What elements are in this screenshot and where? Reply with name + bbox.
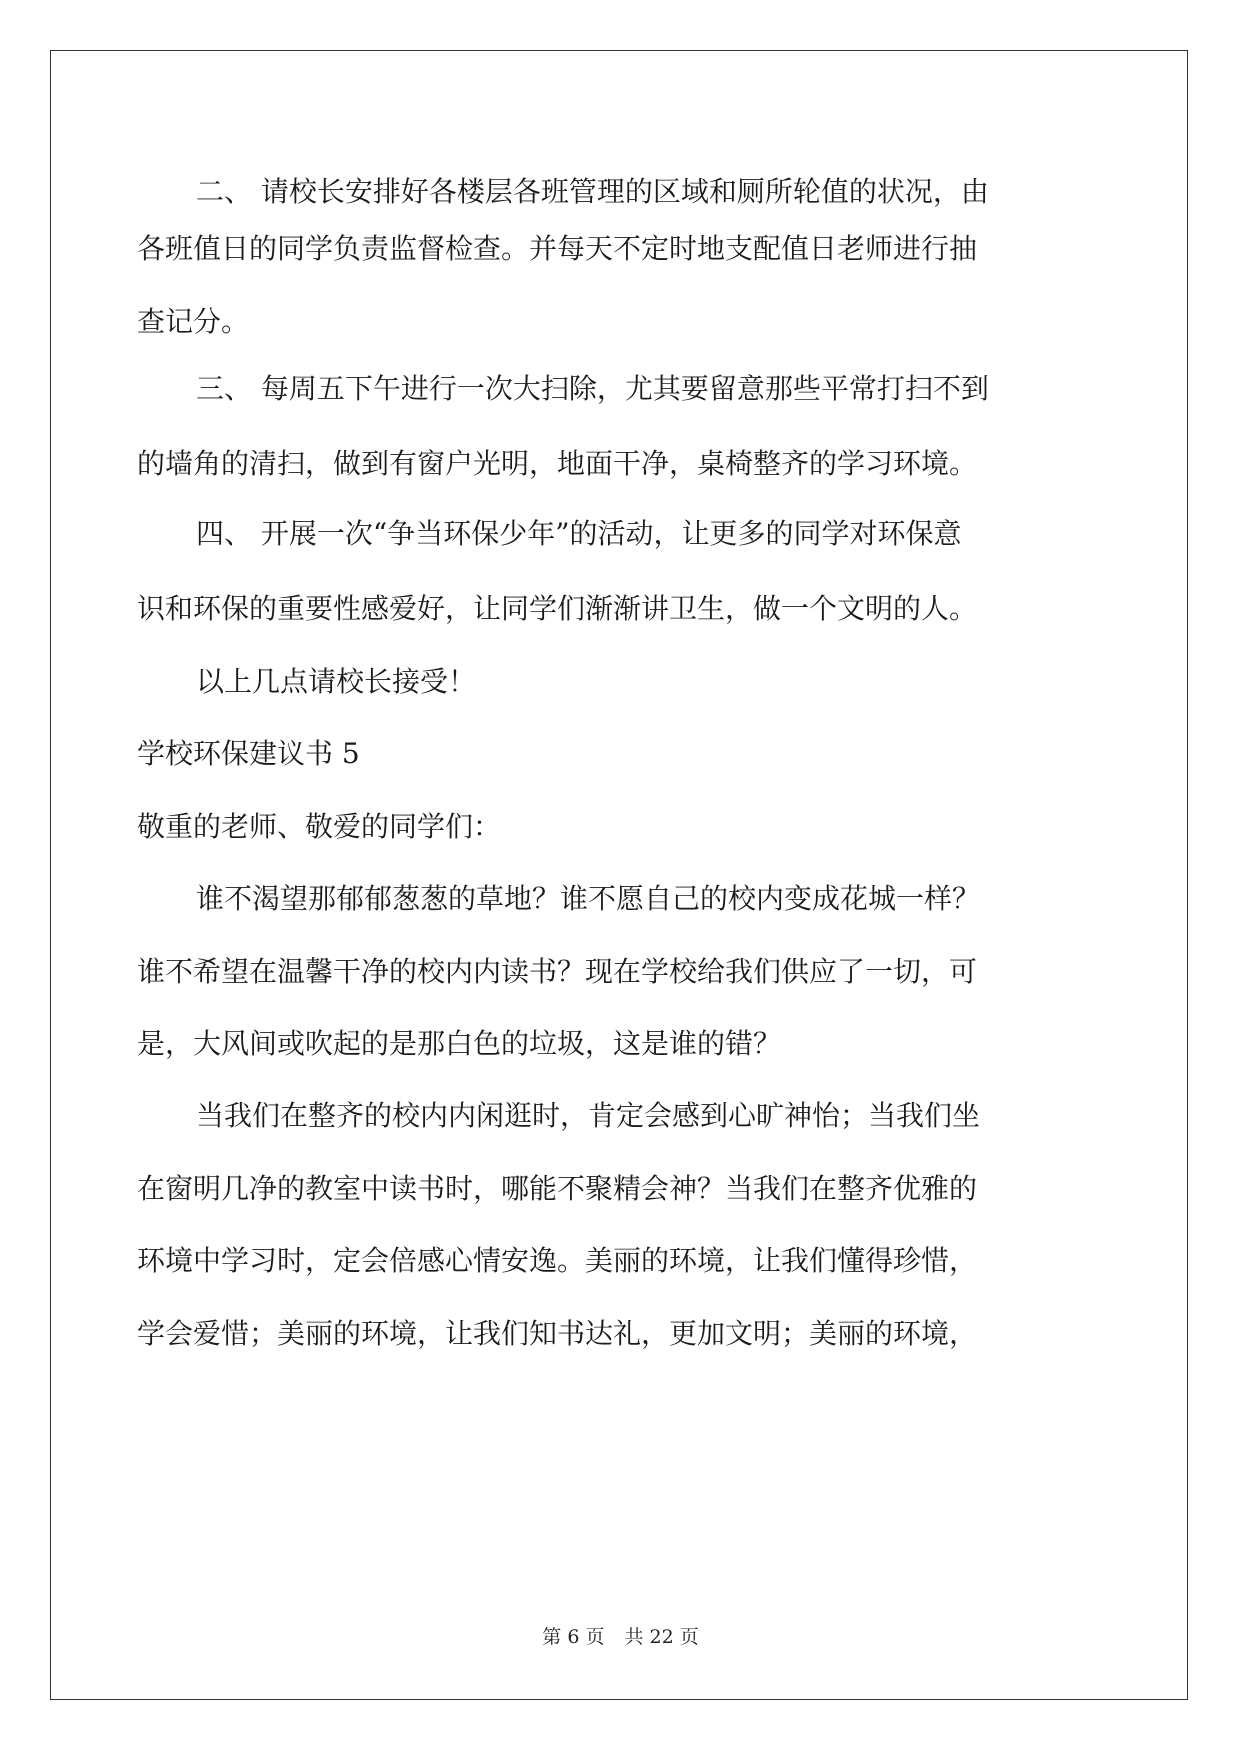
paragraph-line: 四、 开展一次“争当环保少年”的活动，让更多的同学对环保意 xyxy=(196,517,962,550)
paragraph-line: 学会爱惜；美丽的环境，让我们知书达礼，更加文明；美丽的环境， xyxy=(137,1317,978,1350)
page-border xyxy=(50,50,1188,1700)
page-footer xyxy=(0,1625,1241,1649)
paragraph-line: 环境中学习时，定会倍感心情安逸。美丽的环境，让我们懂得珍惜， xyxy=(137,1244,978,1277)
paragraph-line: 的墙角的清扫，做到有窗户光明，地面干净，桌椅整齐的学习环境。 xyxy=(137,447,978,480)
paragraph-line: 谁不渴望那郁郁葱葱的草地？谁不愿自己的校内变成花城一样？ xyxy=(196,882,981,915)
page-number: 第 6 页 xyxy=(542,1626,605,1648)
paragraph-line: 谁不希望在温馨干净的校内内读书？现在学校给我们供应了一切，可 xyxy=(137,955,978,988)
paragraph-line: 二、 请校长安排好各楼层各班管理的区域和厕所轮值的状况，由 xyxy=(196,175,989,208)
paragraph-line: 以上几点请校长接受！ xyxy=(196,665,477,698)
paragraph-line: 三、 每周五下午进行一次大扫除，尤其要留意那些平常打扫不到 xyxy=(196,372,989,405)
paragraph-line: 各班值日的同学负责监督检查。并每天不定时地支配值日老师进行抽 xyxy=(137,232,978,265)
page-total: 共 22 页 xyxy=(624,1626,699,1648)
paragraph-line: 当我们在整齐的校内内闲逛时，肯定会感到心旷神怡；当我们坐 xyxy=(196,1099,981,1132)
paragraph-line: 在窗明几净的教室中读书时，哪能不聚精会神？当我们在整齐优雅的 xyxy=(137,1172,978,1205)
section-heading: 学校环保建议书 5 xyxy=(137,737,360,770)
salutation: 敬重的老师、敬爱的同学们： xyxy=(137,810,502,843)
paragraph-line: 识和环保的重要性感爱好，让同学们渐渐讲卫生，做一个文明的人。 xyxy=(137,592,978,625)
paragraph-line: 查记分。 xyxy=(137,305,250,338)
paragraph-line: 是，大风间或吹起的是那白色的垃圾，这是谁的错？ xyxy=(137,1027,782,1060)
